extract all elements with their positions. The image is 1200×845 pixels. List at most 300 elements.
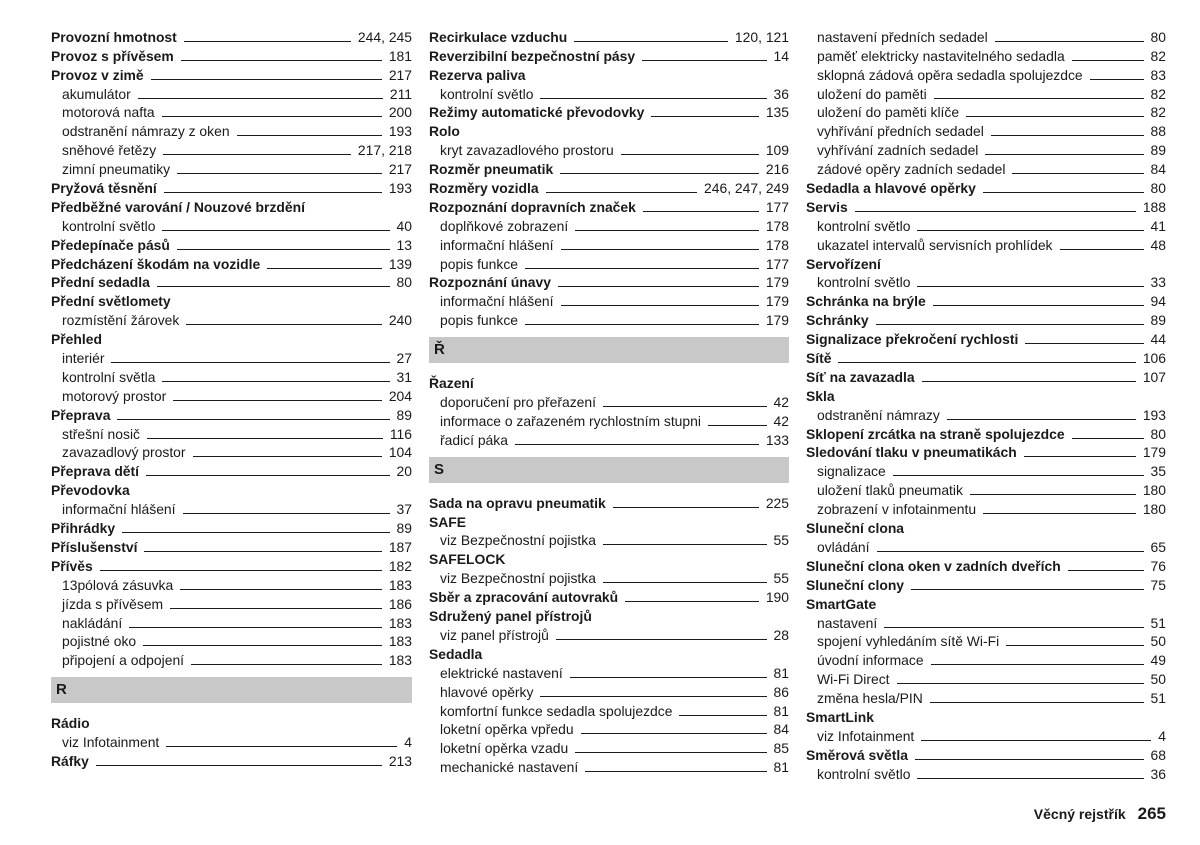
page-reference: 211 [389,85,412,102]
entry-label: Sedadla [429,645,483,662]
index-entry [51,480,412,499]
index-subentry [806,405,1166,424]
leader-line [170,608,382,609]
index-entry [51,713,412,732]
page-reference: 84 [1150,161,1166,178]
leader-line [581,733,767,734]
page-reference: 183 [388,633,412,650]
page-reference: 80 [1150,180,1166,197]
page-reference: 178 [765,217,789,234]
entry-label: Směrová světla [806,746,908,763]
letter-heading: Ř [429,337,789,363]
page-reference: 13 [396,236,412,253]
index-entry [429,373,789,392]
index-entry [51,235,412,254]
entry-label: paměť elektricky nastavitelného sedadla [817,47,1065,64]
page-reference: 177 [765,198,789,215]
index-subentry [51,613,412,632]
leader-line [540,98,766,99]
index-subentry [51,499,412,518]
entry-label: Sběr a zpracování autovraků [429,589,619,606]
entry-label: odstranění námrazy [817,406,940,423]
page-reference: 33 [1150,274,1166,291]
index-subentry [51,650,412,669]
entry-label: Schránka na brýle [806,293,926,310]
index-subentry [51,386,412,405]
leader-line [180,589,382,590]
index-column-3 [806,27,1166,783]
index-subentry [51,575,412,594]
index-entry [429,512,789,531]
leader-line [515,444,759,445]
leader-line [917,778,1143,779]
page-reference: 80 [1150,425,1166,442]
leader-line [186,324,381,325]
index-subentry [429,701,789,720]
index-entry [806,348,1166,367]
page-reference: 4 [404,734,412,751]
index-entry [51,537,412,556]
page-reference: 50 [1150,633,1166,650]
page-reference: 116 [389,425,412,442]
index-subentry [429,568,789,587]
entry-label: informační hlášení [440,293,554,310]
page-reference: 181 [388,47,412,64]
entry-label: zobrazení v infotainmentu [817,501,977,518]
page-reference: 133 [765,431,789,448]
index-subentry [429,411,789,430]
page-reference: 55 [773,532,789,549]
entry-label: Sluneční clona [806,520,905,537]
page-reference: 20 [396,463,412,480]
page-reference: 188 [1142,198,1166,215]
leader-line [164,192,382,193]
index-subentry [51,310,412,329]
entry-label: nastavení [817,614,878,631]
index-subentry [51,103,412,122]
leader-line [147,438,383,439]
index-entry [429,273,789,292]
entry-label: Provozní hmotnost [51,28,177,45]
entry-label: kontrolní světlo [817,765,911,782]
page-reference: 84 [773,721,789,738]
leader-line [183,513,390,514]
leader-line [100,570,382,571]
page-reference: 135 [765,104,789,121]
index-subentry [429,682,789,701]
index-subentry [429,216,789,235]
page-reference: 179 [765,312,789,329]
index-subentry [429,235,789,254]
leader-line [558,286,759,287]
entry-label: Schránky [806,312,869,329]
page-reference: 182 [388,557,412,574]
leader-line [525,268,759,269]
leader-line [129,627,382,628]
page-reference: 51 [1150,690,1166,707]
leader-line [642,60,766,61]
leader-line [96,765,382,766]
entry-label: zádové opěry zadních sedadel [817,161,1006,178]
index-entry [51,329,412,348]
leader-line [621,154,759,155]
index-entry [806,518,1166,537]
index-entry [51,291,412,310]
index-entry [51,405,412,424]
index-subentry [806,84,1166,103]
entry-label: Sada na opravu pneumatik [429,494,606,511]
page-reference: 27 [396,350,412,367]
entry-label: viz panel přístrojů [440,626,549,643]
index-entry [51,197,412,216]
page-reference: 200 [388,104,412,121]
index-subentry [806,46,1166,65]
entry-label: vyhřívání předních sedadel [817,123,984,140]
leader-line [181,60,382,61]
page-reference: 186 [388,595,412,612]
entry-label: loketní opěrka vzadu [440,740,569,757]
entry-label: Předcházení škodám na vozidle [51,255,261,272]
entry-label: odstranění námrazy z oken [62,123,230,140]
entry-label: Servis [806,198,848,215]
entry-label: 13pólová zásuvka [62,576,174,593]
page-reference: 216 [765,161,789,178]
leader-line [915,759,1144,760]
index-subentry [806,235,1166,254]
entry-label: popis funkce [440,312,518,329]
index-subentry [51,632,412,651]
leader-line [184,41,351,42]
leader-line [970,494,1136,495]
leader-line [934,98,1144,99]
entry-label: loketní opěrka vpředu [440,721,574,738]
entry-label: Přívěs [51,557,93,574]
index-entry [51,27,412,46]
page-reference: 89 [396,406,412,423]
entry-label: motorový prostor [62,387,167,404]
entry-label: Sedadla a hlavové opěrky [806,180,976,197]
entry-label: Síť na zavazadla [806,368,915,385]
leader-line [708,425,767,426]
index-column-2 [429,27,789,776]
index-entry [806,386,1166,405]
entry-label: kontrolní světlo [440,85,534,102]
entry-label: Přihrádky [51,520,116,537]
page-number: 265 [1137,804,1166,823]
entry-label: informační hlášení [62,501,176,518]
page-reference: 81 [773,702,789,719]
leader-line [1012,173,1143,174]
entry-label: spojení vyhledáním sítě Wi-Fi [817,633,1000,650]
leader-line [1006,645,1143,646]
page-reference: 37 [396,501,412,518]
entry-label: kontrolní světla [62,368,156,385]
leader-line [931,664,1144,665]
index-column-1 [51,27,412,770]
page-reference: 217, 218 [357,142,412,159]
leader-line [163,154,351,155]
entry-label: nakládání [62,614,123,631]
page-reference: 55 [773,570,789,587]
entry-label: informace o zařazeném rychlostním stupni [440,412,701,429]
index-entry [806,745,1166,764]
entry-label: Rezerva paliva [429,66,526,83]
entry-label: SmartGate [806,595,877,612]
leader-line [877,551,1144,552]
entry-label: uložení do paměti klíče [817,104,960,121]
index-subentry [806,121,1166,140]
index-entry [429,65,789,84]
leader-line [575,230,759,231]
page-reference: 179 [1142,444,1166,461]
index-entry [806,310,1166,329]
index-entry [806,424,1166,443]
leader-line [983,513,1136,514]
page-reference: 139 [388,255,412,272]
footer-title: Věcný rejstřík [1033,806,1126,822]
page-reference: 31 [396,368,412,385]
leader-line [991,135,1144,136]
index-subentry [51,84,412,103]
entry-label: Provoz s přívěsem [51,47,174,64]
leader-line [917,230,1143,231]
index-entry [806,594,1166,613]
leader-line [193,456,382,457]
index-subentry [51,140,412,159]
entry-label: Řazení [429,375,474,392]
page-reference: 41 [1150,217,1166,234]
index-entry [806,575,1166,594]
page-reference: 183 [388,576,412,593]
leader-line [995,41,1144,42]
entry-label: nastavení předních sedadel [817,28,988,45]
index-entry [51,556,412,575]
entry-label: Rolo [429,123,460,140]
index-subentry [429,738,789,757]
entry-label: Rozměry vozidla [429,180,539,197]
leader-line [570,677,767,678]
page-reference: 81 [773,664,789,681]
entry-label: elektrické nastavení [440,664,563,681]
page-reference: 28 [773,626,789,643]
entry-label: zavazadlový prostor [62,444,186,461]
page-reference: 83 [1150,66,1166,83]
index-entry [806,707,1166,726]
entry-label: Provoz v zimě [51,66,144,83]
page-reference: 85 [773,740,789,757]
entry-label: doporučení pro přeřazení [440,394,596,411]
entry-label: Přední světlomety [51,293,171,310]
page-reference: 50 [1150,671,1166,688]
leader-line [138,98,383,99]
leader-line [122,532,389,533]
entry-label: akumulátor [62,85,131,102]
page-reference: 82 [1150,104,1166,121]
leader-line [893,475,1144,476]
index-subentry [806,273,1166,292]
entry-label: sklopná zádová opěra sedadla spolujezdce [817,66,1083,83]
entry-label: Sklopení zrcátka na straně spolujezdce [806,425,1065,442]
index-subentry [806,27,1166,46]
leader-line [985,154,1143,155]
leader-line [117,419,389,420]
index-subentry [806,650,1166,669]
index-subentry [429,140,789,159]
page-reference: 48 [1150,236,1166,253]
index-entry [429,644,789,663]
leader-line [574,41,728,42]
page-reference: 178 [765,236,789,253]
entry-label: vyhřívání zadních sedadel [817,142,979,159]
page-reference: 193 [1142,406,1166,423]
leader-line [191,664,382,665]
index-entry [806,197,1166,216]
page-reference: 217 [388,161,412,178]
leader-line [922,381,1136,382]
entry-label: signalizace [817,463,886,480]
index-subentry [51,443,412,462]
page-reference: 217 [388,66,412,83]
entry-label: rozmístění žárovek [62,312,180,329]
entry-label: Předepínače pásů [51,236,170,253]
page-reference: 42 [773,412,789,429]
page-reference: 68 [1150,746,1166,763]
entry-label: Sluneční clona oken v zadních dveřích [806,557,1061,574]
leader-line [162,381,389,382]
index-subentry [51,367,412,386]
page-reference: 44 [1150,331,1166,348]
page-reference: 82 [1150,85,1166,102]
index-subentry [429,531,789,550]
entry-label: Rádio [51,715,90,732]
leader-line [838,362,1135,363]
entry-label: pojistné oko [62,633,137,650]
entry-label: Přední sedadla [51,274,150,291]
leader-line [525,324,759,325]
index-entry [429,159,789,178]
page-reference: 76 [1150,557,1166,574]
entry-label: Rozměr pneumatik [429,161,554,178]
leader-line [966,116,1143,117]
index-entry [429,46,789,65]
index-entry [51,751,412,770]
leader-line [237,135,382,136]
index-entry [806,178,1166,197]
index-subentry [806,669,1166,688]
index-subentry [429,720,789,739]
index-entry [51,461,412,480]
leader-line [177,249,390,250]
entry-label: Wi-Fi Direct [817,671,890,688]
leader-line [585,771,766,772]
leader-line [921,740,1151,741]
entry-label: Sluneční clony [806,576,905,593]
leader-line [173,400,382,401]
index-entry [429,121,789,140]
leader-line [933,305,1144,306]
entry-label: komfortní funkce sedadla spolujezdce [440,702,673,719]
index-entry [51,273,412,292]
page-reference: 240 [388,312,412,329]
page-reference: 36 [773,85,789,102]
index-entry [429,27,789,46]
index-subentry [51,348,412,367]
entry-label: viz Infotainment [62,734,160,751]
index-entry [429,587,789,606]
entry-label: připojení a odpojení [62,652,185,669]
leader-line [1060,249,1144,250]
leader-line [930,702,1144,703]
index-subentry [51,159,412,178]
index-subentry [806,537,1166,556]
index-subentry [429,291,789,310]
page-reference: 89 [396,520,412,537]
leader-line [855,211,1136,212]
index-entry [429,103,789,122]
entry-label: Rozpoznání únavy [429,274,551,291]
index-entry [806,254,1166,273]
leader-line [1025,343,1143,344]
page-reference: 14 [773,47,789,64]
entry-label: kontrolní světlo [817,217,911,234]
leader-line [162,230,389,231]
leader-line [540,696,766,697]
entry-label: Přehled [51,331,102,348]
entry-label: SmartLink [806,708,874,725]
page-reference: 179 [765,274,789,291]
entry-label: SAFELOCK [429,551,506,568]
page-reference: 187 [388,538,412,555]
index-subentry [806,461,1166,480]
index-subentry [429,392,789,411]
page-reference: 120, 121 [734,28,789,45]
page-reference: 213 [388,752,412,769]
page-reference: 51 [1150,614,1166,631]
index-entry [806,443,1166,462]
index-subentry [806,65,1166,84]
index-subentry [806,103,1166,122]
index-subentry [429,625,789,644]
page-reference: 80 [1150,28,1166,45]
page-reference: 36 [1150,765,1166,782]
entry-label: ovládání [817,538,870,555]
entry-label: úvodní informace [817,652,924,669]
leader-line [561,305,759,306]
index-entry [429,178,789,197]
entry-label: Režimy automatické převodovky [429,104,645,121]
index-entry [51,178,412,197]
entry-label: Rozpoznání dopravních značek [429,198,636,215]
entry-label: Ráfky [51,752,89,769]
page-reference: 246, 247, 249 [704,180,789,197]
leader-line [876,324,1144,325]
page-reference: 75 [1150,576,1166,593]
leader-line [111,362,389,363]
leader-line [917,286,1143,287]
leader-line [679,715,766,716]
leader-line [177,173,382,174]
page-reference: 42 [773,394,789,411]
index-subentry [429,254,789,273]
index-entry [51,65,412,84]
index-subentry [429,310,789,329]
leader-line [884,627,1143,628]
index-entry [806,556,1166,575]
page-reference: 81 [773,759,789,776]
index-entry [429,549,789,568]
index-subentry [51,594,412,613]
page-reference: 193 [388,180,412,197]
